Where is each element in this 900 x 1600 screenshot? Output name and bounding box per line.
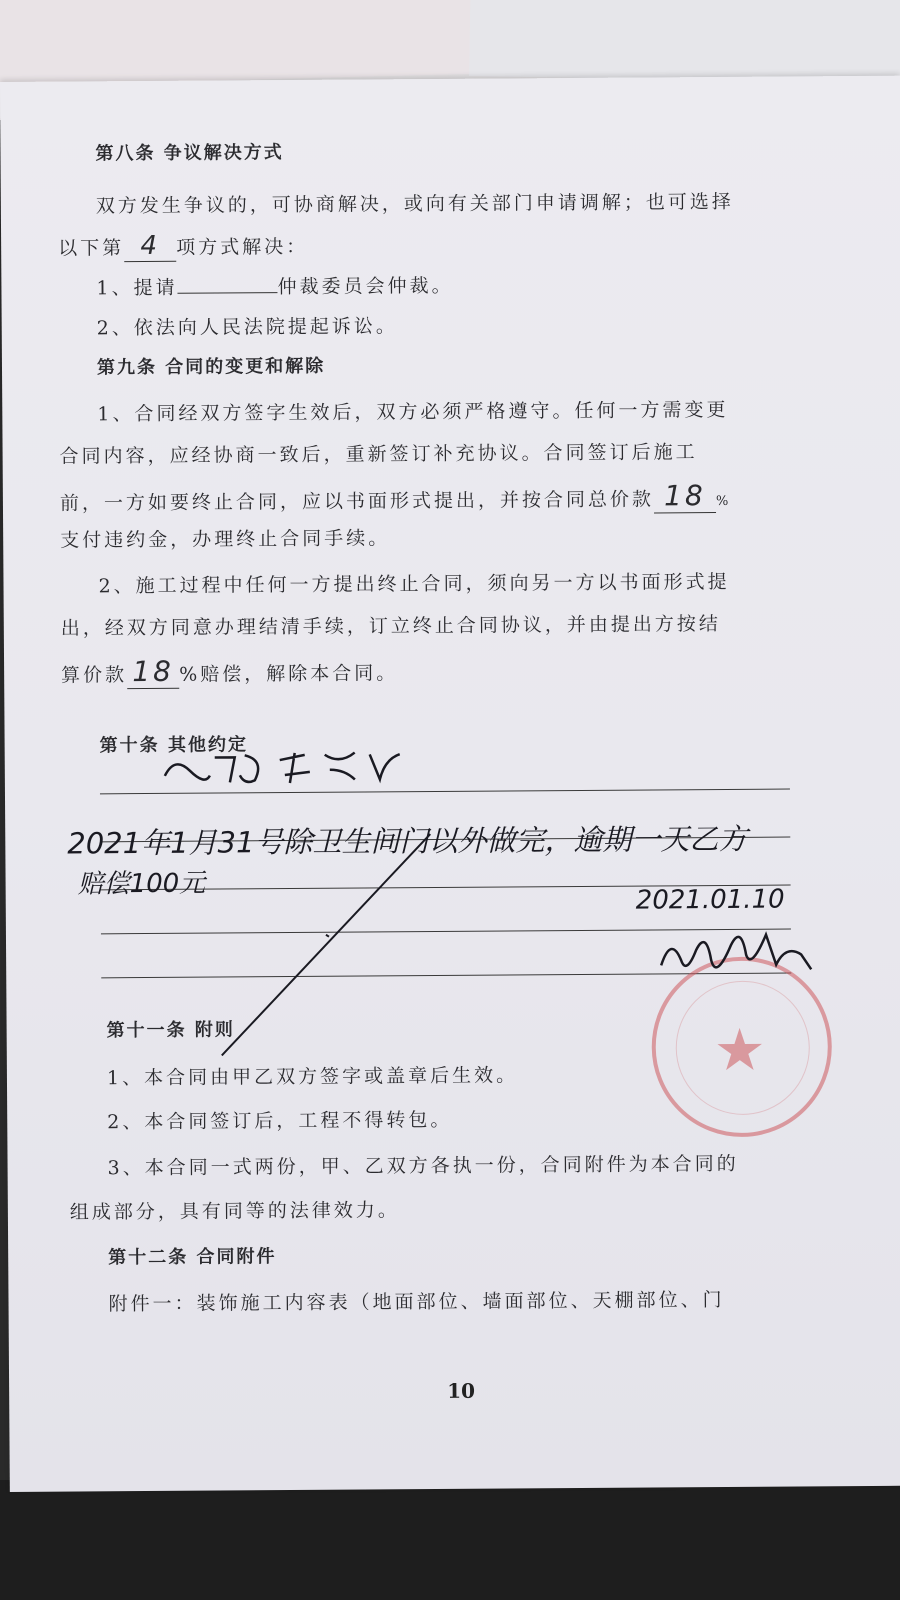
diagonal-strike-line — [205, 824, 447, 1066]
article9-p1-line3 — [60, 479, 732, 518]
handwritten-line-1: 2021年1月31号除卫生间门以外做完，逾期一天乙方 — [67, 821, 748, 861]
handwritten-date: 2021.01.10 — [635, 884, 785, 916]
handwritten-signature — [656, 924, 816, 985]
article9-p1-line2: 合同内容，应经协商一致后，重新签订补充协议。合同签订后施工 — [59, 441, 698, 468]
article8-line1: 双方发生争议的，可协商解决，或向有关部门申请调解；也可选择 — [95, 190, 734, 218]
article9-p2-line2: 出，经双方同意办理结清手续，订立终止合同协议，并由提出方按结 — [60, 612, 721, 640]
table-shadow — [0, 1480, 900, 1600]
page-number: 10 — [447, 1378, 476, 1403]
article9-heading: 第九条 合同的变更和解除 — [96, 355, 326, 379]
article9-p1-line4: 支付违约金，办理终止合同手续。 — [60, 527, 391, 552]
article8-item1 — [96, 271, 453, 300]
article11-item3-line2: 组成部分，具有同等的法律效力。 — [69, 1199, 400, 1224]
article9-p2-line3-suffix: %赔偿，解除本合同。 — [179, 662, 399, 686]
article8-line2-prefix: 以下第 — [58, 237, 125, 260]
article12-heading: 第十二条 合同附件 — [108, 1246, 277, 1269]
article9-p2-line1: 2、施工过程中任何一方提出终止合同，须向另一方以书面形式提 — [98, 570, 730, 598]
handwritten-line-2: 赔偿100元 — [77, 868, 206, 900]
article9-p2-line3-prefix: 算价款 — [61, 664, 128, 687]
background-sheet — [0, 0, 481, 86]
article9-p1-line3-suffix: % — [715, 493, 732, 510]
article8-item1-prefix: 1、提请 — [96, 276, 178, 300]
article11-heading: 第十一条 附则 — [106, 1019, 235, 1042]
article11-item1: 1、本合同由甲乙双方签字或盖章后生效。 — [106, 1064, 519, 1090]
article8-item1-suffix: 仲裁委员会仲裁。 — [277, 274, 454, 299]
article9-p2-line3 — [61, 653, 398, 689]
article8-line2 — [58, 230, 308, 263]
seal-star-icon: ★ — [713, 1015, 767, 1085]
article11-item3-line1: 3、本合同一式两份，甲、乙双方各执一份，合同附件为本合同的 — [107, 1152, 739, 1180]
article11-item2: 2、本合同签订后，工程不得转包。 — [107, 1108, 453, 1134]
article8-item1-fill — [178, 292, 278, 294]
article8-heading: 第八条 争议解决方式 — [95, 142, 284, 165]
article12-line1: 附件一：装饰施工内容表（地面部位、墙面部位、天棚部位、门 — [108, 1288, 725, 1316]
article9-p1-line3-prefix: 前，一方如要终止合同，应以书面形式提出，并按合同总价款 — [59, 488, 655, 515]
article9-p1-line3-fill: 18 — [654, 479, 716, 513]
background-sheet-right — [469, 0, 900, 84]
article10-heading: 第十条 其他约定 — [99, 734, 248, 757]
crossed-out-scribble — [155, 744, 415, 791]
article9-p1-line1: 1、合同经双方签字生效后，双方必须严格遵守。任何一方需变更 — [97, 398, 729, 426]
article8-line2-suffix: 项方式解决： — [176, 235, 309, 259]
article8-item2: 2、依法向人民法院提起诉讼。 — [96, 315, 398, 340]
article8-line2-fill: 4 — [124, 231, 176, 262]
article9-p2-line3-fill: 18 — [127, 655, 179, 689]
contract-page — [0, 76, 900, 1492]
